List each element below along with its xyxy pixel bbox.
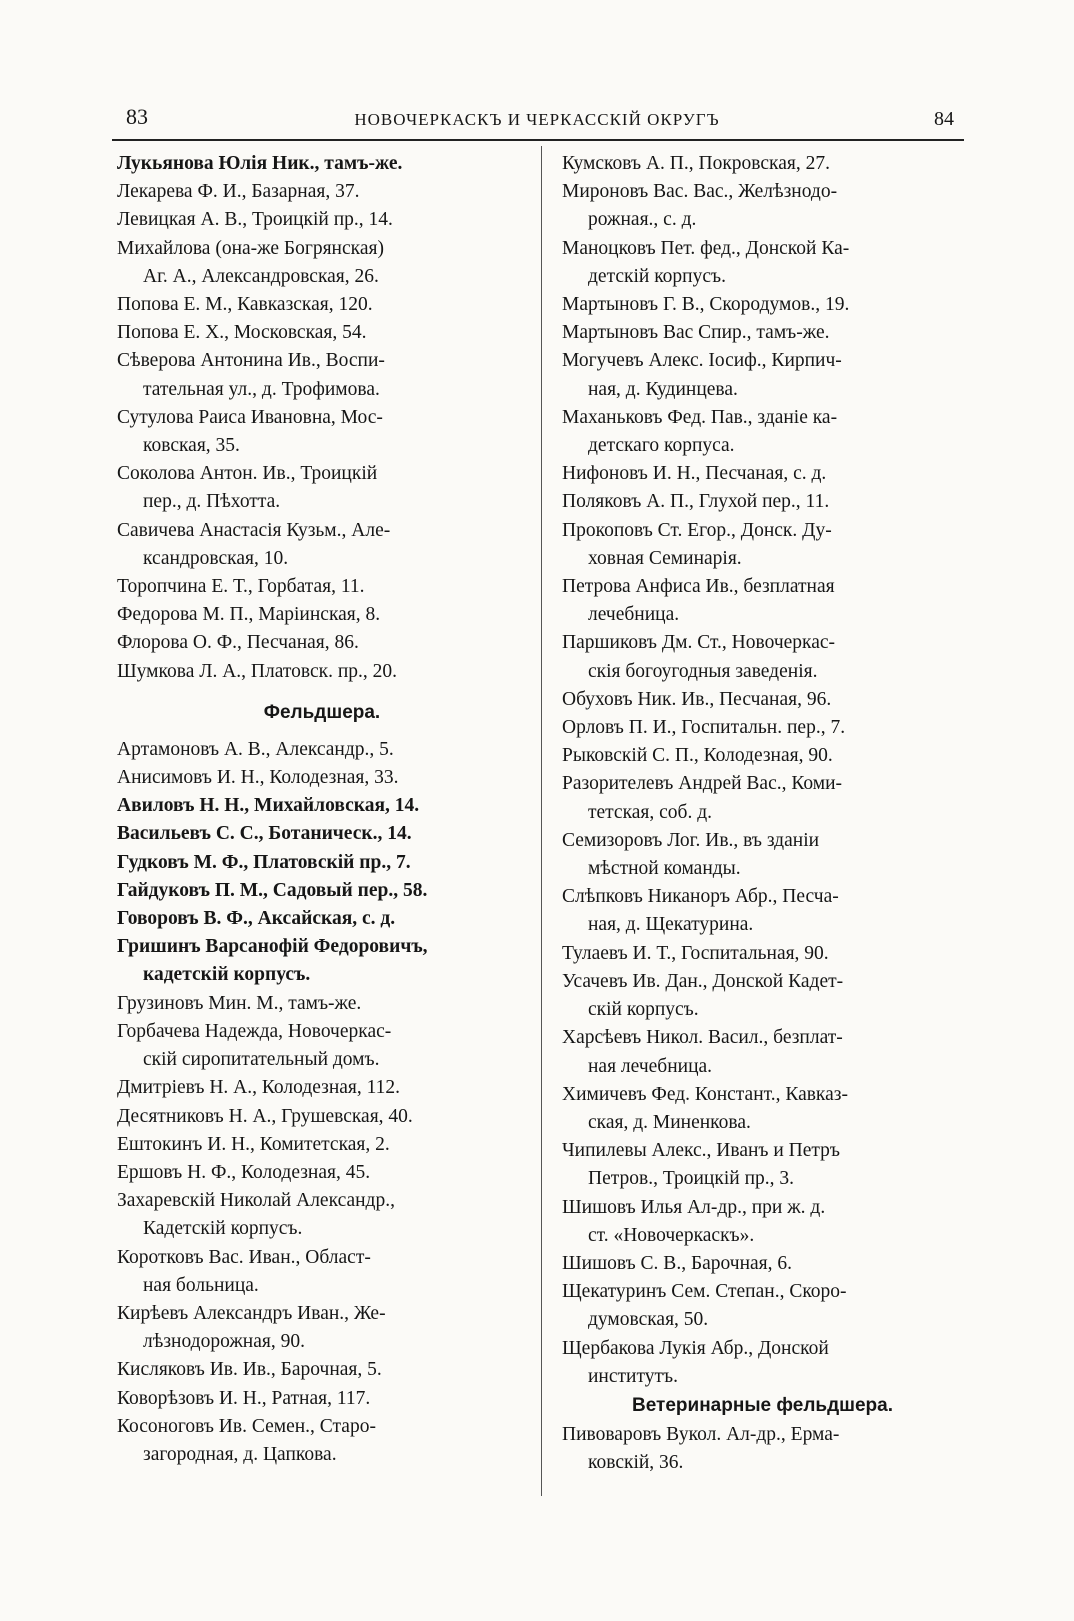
- directory-entry: [562, 1335, 965, 1391]
- directory-entry: [117, 178, 527, 206]
- entry-text: Михайлова (она-же Богрянская): [117, 237, 384, 259]
- page-number-left: 83: [126, 104, 148, 129]
- directory-entry: [117, 1244, 527, 1300]
- directory-entry: [117, 206, 527, 234]
- entry-text: Паршиковъ Дм. Ст., Новочеркас-: [562, 632, 836, 654]
- right-column: [562, 150, 965, 1477]
- directory-entry: [117, 460, 527, 516]
- entry-text: Мартыновъ Г. В., Скородумов., 19.: [562, 294, 850, 316]
- entry-text: Разорителевъ Андрей Вас., Коми-: [562, 773, 843, 795]
- directory-entry: [562, 1081, 965, 1137]
- directory-entry: [562, 770, 965, 826]
- entry-continuation: ковскій, 36.: [588, 1452, 684, 1474]
- directory-entry: [117, 1413, 527, 1469]
- directory-entry: [117, 404, 527, 460]
- entry-text: Усачевъ Ив. Дан., Донской Кадет-: [562, 970, 844, 992]
- directory-entry: [117, 1103, 527, 1131]
- entry-text: Косоноговъ Ив. Семен., Старо-: [117, 1415, 376, 1437]
- entry-text: Мартыновъ Вас Спир., тамъ-же.: [562, 322, 830, 344]
- entry-text: Сѣверова Антонина Ив., Воспи-: [117, 350, 385, 372]
- entry-text: Кисляковъ Ив. Ив., Барочная, 5.: [117, 1359, 382, 1381]
- entry-continuation: ная больница.: [143, 1274, 259, 1296]
- entry-text: Десятниковъ Н. А., Грушевская, 40.: [117, 1105, 413, 1127]
- entry-text: Соколова Антон. Ив., Троицкій: [117, 463, 378, 485]
- entry-text: Васильевъ С. С., Ботаническ., 14.: [117, 823, 412, 845]
- entry-text: Пивоваровъ Вукол. Ал-др., Ерма-: [562, 1423, 840, 1445]
- entry-text: Горбачева Надежда, Новочеркас-: [117, 1020, 392, 1042]
- entry-continuation: детскаго корпуса.: [588, 435, 735, 457]
- directory-entry: [562, 827, 965, 883]
- directory-entry: [117, 517, 527, 573]
- entry-text: Поляковъ А. П., Глухой пер., 11.: [562, 491, 830, 513]
- entry-continuation: скія богоугодныя заведенія.: [588, 660, 818, 682]
- directory-entry: [562, 319, 965, 347]
- entry-continuation: мѣстной команды.: [588, 858, 741, 880]
- directory-entry: [562, 883, 965, 939]
- directory-entry: [562, 1278, 965, 1334]
- column-divider: [541, 146, 542, 1496]
- entry-text: Лукьянова Юлія Ник., тамъ-же.: [117, 153, 403, 174]
- entry-text: Кирѣевъ Александръ Иван., Же-: [117, 1302, 386, 1324]
- page-number-right: 84: [934, 108, 954, 130]
- directory-entry: [117, 629, 527, 657]
- entry-continuation: ст. «Новочеркаскъ».: [588, 1224, 755, 1246]
- directory-entry: [562, 178, 965, 234]
- entry-text: Шишовъ Илья Ал-др., при ж. д.: [562, 1196, 826, 1218]
- entry-continuation: рожная., с. д.: [588, 209, 697, 231]
- entry-continuation: пер., д. Пѣхотта.: [143, 491, 281, 513]
- entry-text: Петрова Анфиса Ив., безплатная: [562, 576, 835, 598]
- directory-entry: [562, 1194, 965, 1250]
- entry-text: Химичевъ Фед. Констант., Кавказ-: [562, 1083, 848, 1105]
- left-column: [117, 150, 527, 1469]
- directory-entry: [117, 319, 527, 347]
- entry-text: Ештокинъ И. Н., Комитетская, 2.: [117, 1133, 390, 1155]
- directory-entry: [117, 764, 527, 792]
- entry-text: Артамоновъ А. В., Александр., 5.: [117, 738, 394, 760]
- directory-entry: [117, 1159, 527, 1187]
- directory-entry: [562, 968, 965, 1024]
- directory-entry: [562, 1421, 965, 1477]
- directory-entry: [562, 1250, 965, 1278]
- entry-continuation: ская, д. Миненкова.: [588, 1111, 751, 1133]
- entry-text: Попова Е. М., Кавказская, 120.: [117, 294, 373, 316]
- directory-entry: [117, 1131, 527, 1159]
- directory-entry: [117, 347, 527, 403]
- entry-continuation: кадетскій корпусъ.: [143, 964, 311, 986]
- directory-entry: [562, 404, 965, 460]
- entry-text: Грузиновъ Мин. М., тамъ-же.: [117, 992, 362, 1014]
- entry-text: Слѣпковъ Никаноръ Абр., Песча-: [562, 886, 839, 908]
- directory-entry: [117, 990, 527, 1018]
- page-header: [112, 102, 962, 134]
- entry-continuation: ная, д. Щекатурина.: [588, 914, 754, 936]
- entry-text: Захаревскій Николай Александр.,: [117, 1190, 395, 1212]
- entry-text: Могучевъ Алекс. Іосиф., Кирпич-: [562, 350, 842, 372]
- entry-text: Прокоповъ Ст. Егор., Донск. Ду-: [562, 519, 832, 541]
- entry-continuation: скій корпусъ.: [588, 999, 699, 1021]
- entry-continuation: детскій корпусъ.: [588, 265, 726, 287]
- entry-continuation: ксандровская, 10.: [143, 547, 289, 569]
- entry-continuation: тательная ул., д. Трофимова.: [143, 378, 380, 400]
- entry-continuation: Аг. А., Александровская, 26.: [143, 265, 379, 287]
- directory-entry: [562, 347, 965, 403]
- running-title: НОВОЧЕРКАСКЪ И ЧЕРКАССКІЙ ОКРУГЪ: [354, 110, 720, 129]
- entry-text: Щербакова Лукія Абр., Донской: [562, 1337, 829, 1359]
- entry-text: Мироновъ Вас. Вас., Желѣзнодо-: [562, 181, 838, 203]
- entry-text: Обуховъ Ник. Ив., Песчаная, 96.: [562, 688, 832, 710]
- section-heading-feldshera: Фельдшера.: [263, 701, 381, 723]
- entry-continuation: ная, д. Кудинцева.: [588, 378, 738, 400]
- directory-entry: [562, 517, 965, 573]
- entry-text: Савичева Анастасія Кузьм., Але-: [117, 519, 391, 541]
- entry-continuation: лѣзнодорожная, 90.: [143, 1331, 305, 1353]
- entry-text: Дмитріевъ Н. А., Колодезная, 112.: [117, 1077, 401, 1099]
- directory-entry: [117, 1385, 527, 1413]
- directory-entry: [562, 1137, 965, 1193]
- section-heading-veterinary: Ветеринарные фельдшера.: [632, 1394, 893, 1416]
- directory-entry: [117, 1018, 527, 1074]
- directory-entry: [117, 1074, 527, 1102]
- directory-entry: [117, 877, 527, 905]
- entry-continuation: лечебница.: [588, 604, 680, 626]
- entry-text: Кумсковъ А. П., Покровская, 27.: [562, 153, 830, 174]
- entry-continuation: ковская, 35.: [143, 435, 240, 457]
- entry-text: Флорова О. Ф., Песчаная, 86.: [117, 632, 359, 654]
- directory-entry: [562, 940, 965, 968]
- entry-text: Гайдуковъ П. М., Садовый пер., 58.: [117, 879, 428, 901]
- directory-entry: [562, 629, 965, 685]
- entry-text: Авиловъ Н. Н., Михайловская, 14.: [117, 795, 420, 817]
- entry-text: Рыковскій С. П., Колодезная, 90.: [562, 745, 833, 767]
- directory-entry: [117, 933, 527, 989]
- entry-text: Сутулова Раиса Ивановна, Мос-: [117, 406, 383, 428]
- entry-continuation: ная лечебница.: [588, 1055, 713, 1077]
- directory-entry: [117, 820, 527, 848]
- directory-entry: [117, 601, 527, 629]
- directory-entry: [562, 291, 965, 319]
- directory-entry: [562, 714, 965, 742]
- entry-continuation: тетская, соб. д.: [588, 801, 713, 823]
- entry-text: Шумкова Л. А., Платовск. пр., 20.: [117, 660, 398, 682]
- entry-text: Гудковъ М. Ф., Платовскій пр., 7.: [117, 851, 411, 873]
- directory-entry: [117, 736, 527, 764]
- entry-text: Чипилевы Алекс., Иванъ и Петръ: [562, 1140, 841, 1162]
- entry-text: Нифоновъ И. Н., Песчаная, с. д.: [562, 463, 827, 485]
- entry-text: Гришинъ Варсанофій Федоровичъ,: [117, 936, 428, 958]
- entry-text: Федорова М. П., Маріинская, 8.: [117, 604, 381, 626]
- entry-text: Коворѣзовъ И. Н., Ратная, 117.: [117, 1387, 371, 1409]
- directory-entry: [562, 742, 965, 770]
- entry-text: Торопчина Е. Т., Горбатая, 11.: [117, 576, 365, 598]
- directory-entry: [117, 792, 527, 820]
- entry-text: Орловъ П. И., Госпитальн. пер., 7.: [562, 717, 846, 739]
- directory-entry: [117, 905, 527, 933]
- entry-text: Шишовъ С. В., Барочная, 6.: [562, 1252, 793, 1274]
- directory-entry: [562, 488, 965, 516]
- entry-text: Анисимовъ И. Н., Колодезная, 33.: [117, 767, 399, 789]
- entry-text: Ершовъ Н. Ф., Колодезная, 45.: [117, 1161, 371, 1183]
- directory-entry: [562, 573, 965, 629]
- entry-text: Говоровъ В. Ф., Аксайская, с. д.: [117, 908, 396, 930]
- entry-text: Коротковъ Вас. Иван., Област-: [117, 1246, 371, 1268]
- entry-text: Попова Е. Х., Московская, 54.: [117, 322, 367, 344]
- entry-text: Тулаевъ И. Т., Госпитальная, 90.: [562, 942, 829, 964]
- entry-text: Маноцковъ Пет. фед., Донской Ка-: [562, 237, 850, 259]
- directory-entry: [117, 1300, 527, 1356]
- directory-entry: [117, 1187, 527, 1243]
- directory-entry: [562, 150, 965, 178]
- entry-continuation: скій сиропитательный домъ.: [143, 1049, 380, 1071]
- entry-continuation: Кадетскій корпусъ.: [143, 1218, 303, 1240]
- entry-text: Харсѣевъ Никол. Васил., безплат-: [562, 1027, 843, 1049]
- entry-text: Щекатуринъ Сем. Степан., Скоро-: [562, 1281, 847, 1303]
- directory-entry: [117, 849, 527, 877]
- entry-continuation: Петров., Троицкій пр., 3.: [588, 1168, 795, 1190]
- directory-entry: [117, 658, 527, 686]
- header-rule: [112, 139, 964, 141]
- directory-entry: [117, 573, 527, 601]
- entry-continuation: институтъ.: [588, 1365, 678, 1387]
- directory-entry: [562, 1024, 965, 1080]
- entry-continuation: ховная Семинарія.: [588, 547, 742, 569]
- entry-text: Левицкая А. В., Троицкій пр., 14.: [117, 209, 393, 231]
- entry-text: Маханьковъ Фед. Пав., зданіе ка-: [562, 406, 838, 428]
- entry-continuation: думовская, 50.: [588, 1309, 709, 1331]
- entry-continuation: загородная, д. Цапкова.: [143, 1443, 337, 1465]
- directory-entry: [562, 235, 965, 291]
- directory-entry: [117, 150, 527, 178]
- directory-entry: [562, 686, 965, 714]
- directory-entry: [117, 235, 527, 291]
- directory-entry: [562, 460, 965, 488]
- directory-entry: [117, 1356, 527, 1384]
- entry-text: Лекарева Ф. И., Базарная, 37.: [117, 181, 360, 203]
- entry-text: Семизоровъ Лог. Ив., въ зданіи: [562, 829, 820, 851]
- directory-entry: [117, 291, 527, 319]
